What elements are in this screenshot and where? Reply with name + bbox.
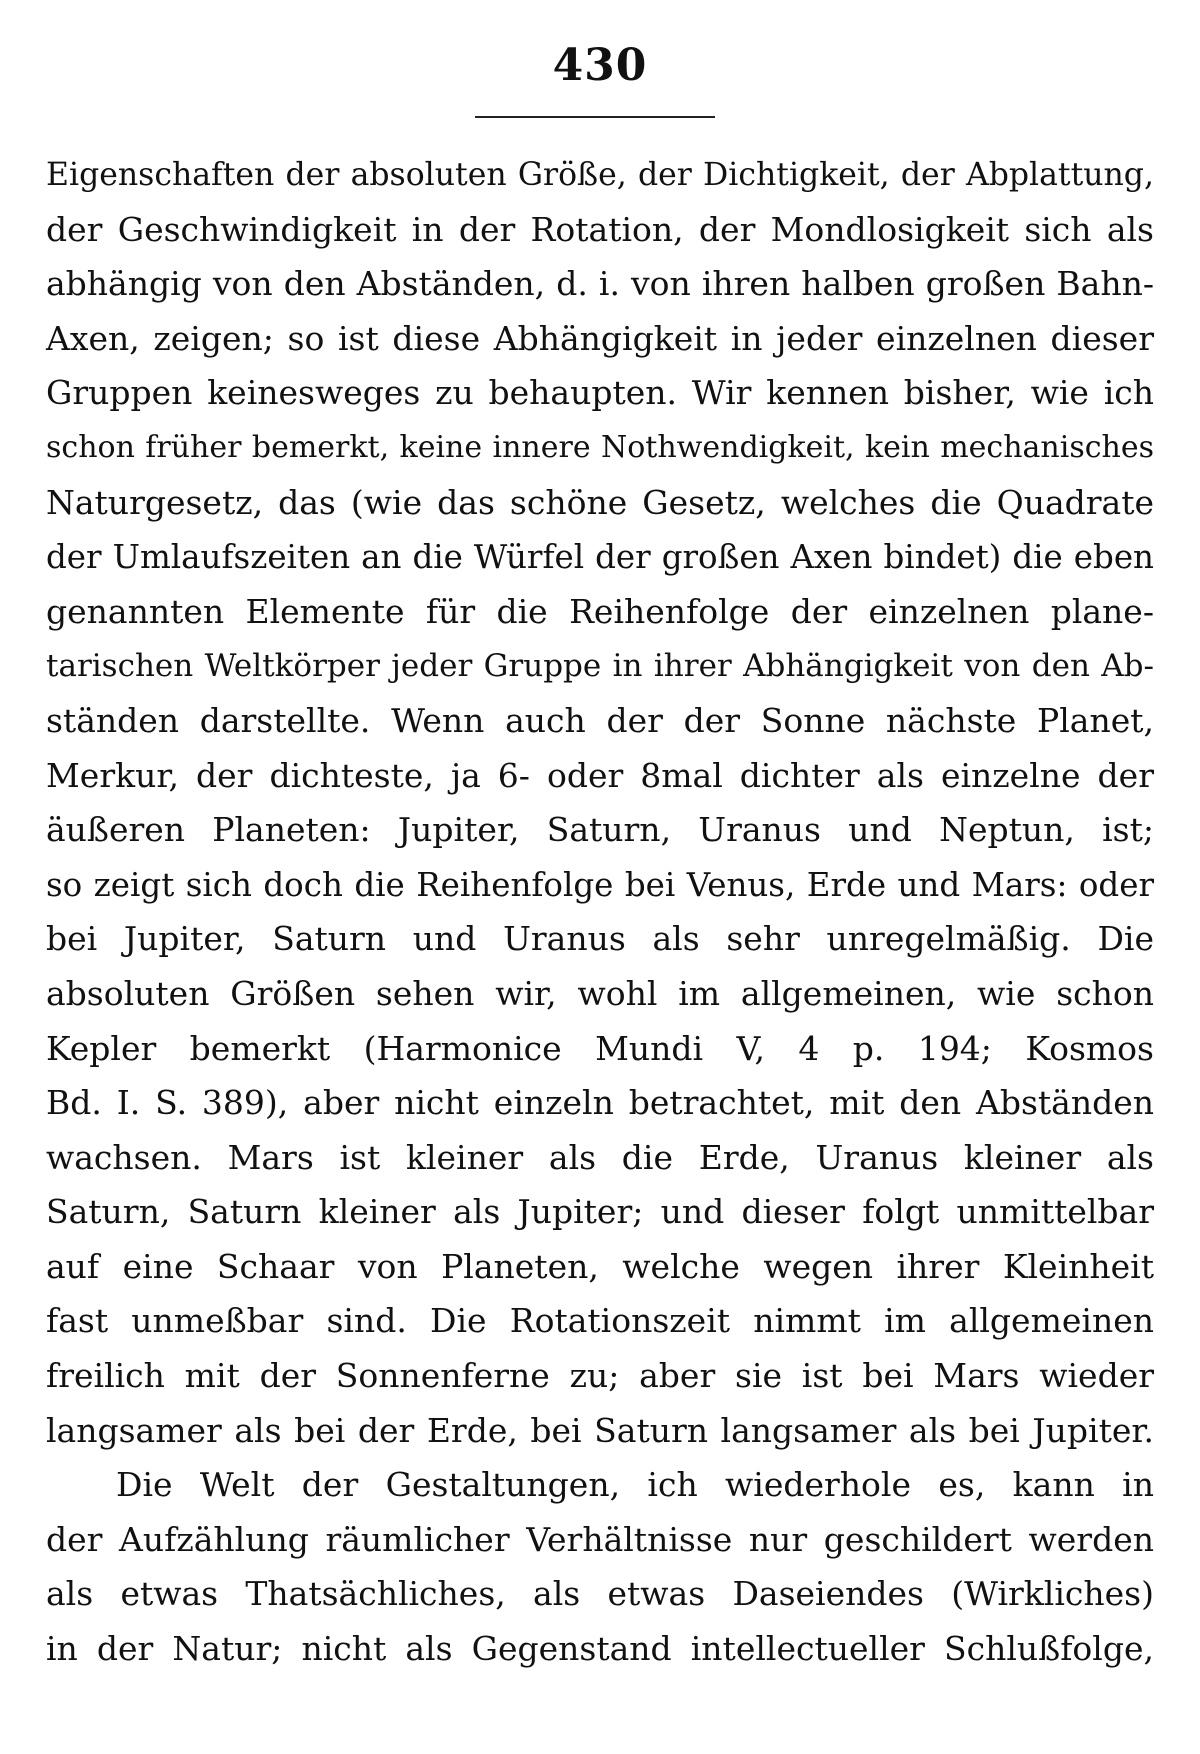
text-line: freilich mit der Sonnenferne zu; aber sie ist bei Mars wieder bbox=[46, 1356, 1154, 1396]
text-line: Kepler bemerkt (Harmonice Mundi V, 4 p. 194; Kosmos bbox=[46, 1028, 1154, 1068]
page-number: 430 bbox=[552, 40, 648, 91]
text-line: abhängig von den Abständen, d. i. von ihren halben großen Bahn- bbox=[46, 264, 1154, 304]
text-line: genannten Elemente für die Reihenfolge der einzelnen plane- bbox=[46, 591, 1154, 631]
text-line: absoluten Größen sehen wir, wohl im allgemeinen, wie schon bbox=[46, 973, 1154, 1013]
text-line: Naturgesetz, das (wie das schöne Gesetz, welches die Quadrate bbox=[46, 482, 1154, 522]
text-line: wachsen. Mars ist kleiner als die Erde, Uranus kleiner als bbox=[46, 1137, 1154, 1177]
text-line: äußeren Planeten: Jupiter, Saturn, Uranus und Neptun, ist; bbox=[46, 810, 1154, 850]
text-line: Saturn, Saturn kleiner als Jupiter; und dieser folgt unmittelbar bbox=[46, 1192, 1154, 1232]
text-line: bei Jupiter, Saturn und Uranus als sehr unregelmäßig. Die bbox=[46, 919, 1154, 959]
text-line: langsamer als bei der Erde, bei Saturn langsamer als bei Jupiter. bbox=[46, 1410, 1154, 1450]
text-line: tarischen Weltkörper jeder Gruppe in ihrer Abhängigkeit von den Ab- bbox=[46, 648, 1154, 685]
text-line: der Umlaufszeiten an die Würfel der großen Axen bindet) die eben bbox=[46, 538, 1154, 577]
text-line: so zeigt sich doch die Reihenfolge bei Venus, Erde und Mars: oder bbox=[46, 865, 1154, 904]
text-line: Bd. I. S. 389), aber nicht einzeln betrachtet, mit den Abständen bbox=[46, 1083, 1154, 1123]
text-line: der Aufzählung räumlicher Verhältnisse nur geschildert werden bbox=[46, 1519, 1154, 1559]
text-line: ständen darstellte. Wenn auch der der Sonne nächste Planet, bbox=[46, 700, 1154, 740]
text-line: Gruppen keinesweges zu behaupten. Wir kennen bisher, wie ich bbox=[46, 373, 1154, 413]
text-line: als etwas Thatsächliches, als etwas Daseiendes (Wirkliches) bbox=[46, 1574, 1154, 1614]
text-line: schon früher bemerkt, keine innere Nothwendigkeit, kein mechanisches bbox=[46, 429, 1154, 465]
text-line: der Geschwindigkeit in der Rotation, der Mondlosigkeit sich als bbox=[46, 209, 1154, 249]
body-text bbox=[46, 148, 1154, 1677]
text-line: Eigenschaften der absoluten Größe, der Dichtigkeit, der Abplattung, bbox=[46, 157, 1154, 193]
text-line: auf eine Schaar von Planeten, welche wegen ihrer Kleinheit bbox=[46, 1246, 1154, 1286]
text-line: Die Welt der Gestaltungen, ich wiederhole es, kann in bbox=[116, 1465, 1154, 1505]
text-line: Merkur, der dichteste, ja 6- oder 8mal dichter als einzelne der bbox=[46, 755, 1154, 795]
text-line: fast unmeßbar sind. Die Rotationszeit nimmt im allgemeinen bbox=[46, 1301, 1154, 1341]
header-rule bbox=[475, 116, 715, 118]
text-line: Axen, zeigen; so ist diese Abhängigkeit in jeder einzelnen dieser bbox=[46, 318, 1154, 358]
text-line: in der Natur; nicht als Gegenstand intellectueller Schlußfolge, bbox=[46, 1629, 1154, 1669]
